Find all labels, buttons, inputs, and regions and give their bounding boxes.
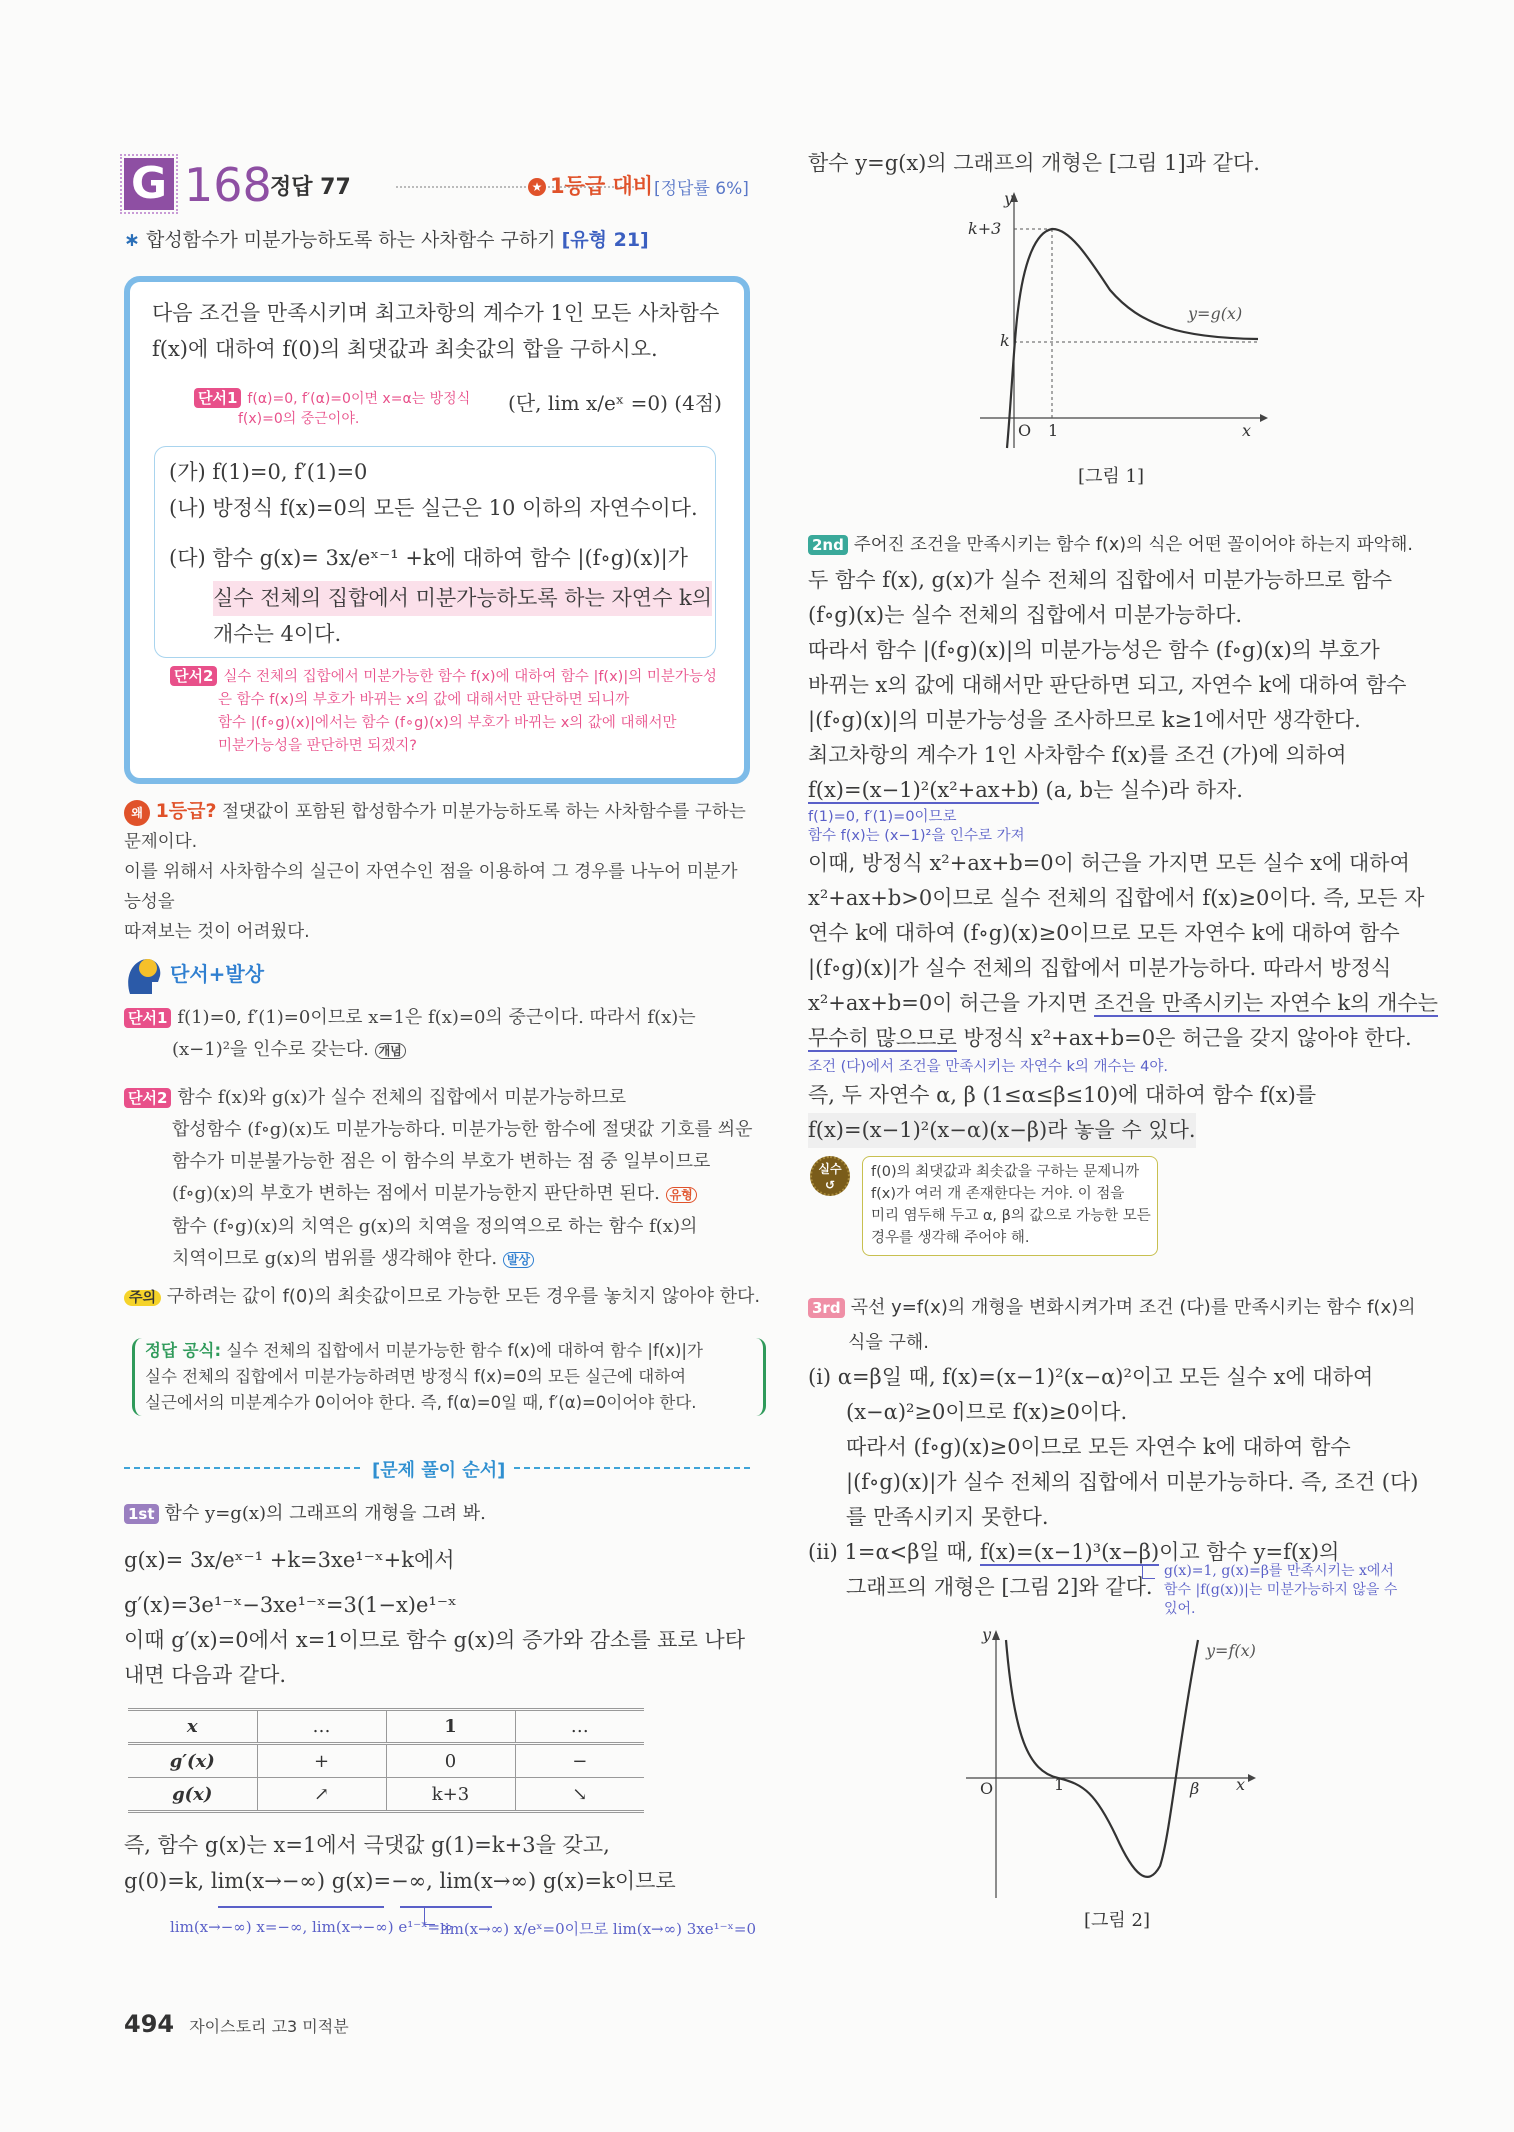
hint2-line-6: 치역이므로 g(x)의 범위를 생각해야 한다. — [172, 1248, 498, 1269]
grade-label: 1등급 대비 — [550, 174, 654, 198]
limit-note-right: lim(x→∞) x/eˣ=0이므로 lim(x→∞) 3xe¹⁻ˣ=0 — [440, 1920, 757, 1938]
hint1-line-1: f(1)=0, f′(1)=0이므로 x=1은 f(x)=0의 중근이다. 따라서 f(x)는 — [177, 1007, 696, 1028]
step2-line-b — [808, 1021, 1438, 1056]
step3 — [808, 1290, 1438, 1605]
step3-title-row — [808, 1290, 1438, 1325]
fig1-caption: [그림 1] — [1078, 466, 1144, 487]
table-header: 1 — [386, 1710, 515, 1744]
why-line-3: 이를 위해서 사차함수의 실근이 자연수인 점을 이용하여 그 경우를 나누어 미분가능성을 — [124, 862, 738, 912]
type-label: [유형 21] — [561, 229, 649, 251]
formula-box — [132, 1338, 766, 1416]
page-number: 494 — [124, 2010, 175, 2038]
fig2-tick-beta: β — [1190, 1779, 1200, 1798]
step2 — [808, 528, 1438, 1148]
why-line-1: 절댓값이 포함된 합성함수가 미분가능하도록 하는 사차함수를 구하는 — [222, 802, 746, 822]
step1-line-3: 이때 g′(x)=0에서 x=1이므로 함수 g(x)의 증가와 감소를 표로 나타 — [124, 1628, 745, 1652]
step2-line: 두 함수 f(x), g(x)가 실수 전체의 집합에서 미분가능하므로 함수 — [808, 568, 1393, 592]
case1-line: (i) α=β일 때, f(x)=(x−1)²(x−α)²이고 모든 실수 x에 대하여 — [808, 1365, 1374, 1389]
line-a-underlined: 조건을 만족시키는 자연수 k의 개수는 — [1094, 991, 1438, 1015]
clue2-note — [170, 666, 717, 758]
table-row — [128, 1778, 644, 1812]
why-line-4: 따져보는 것이 어려웠다. — [124, 922, 310, 942]
order-title: [문제 풀이 순서] — [364, 1456, 513, 1482]
hint1-tag: 단서1 — [124, 1008, 171, 1028]
table-header: … — [570, 1716, 589, 1737]
problem-line-1: 다음 조건을 만족시키며 최고차항의 계수가 1인 모든 사차함수 — [152, 301, 720, 325]
fig2-y-label: y — [982, 1625, 992, 1644]
line-b-underlined: 무수히 많으므로 — [808, 1026, 957, 1050]
type-badge: 유형 — [666, 1187, 697, 1203]
step2-line2: 이때, 방정식 x²+ax+b=0이 허근을 가지면 모든 실수 x에 대하여 — [808, 851, 1410, 875]
step2-title: 주어진 조건을 만족시키는 함수 f(x)의 식은 어떤 꼴이어야 하는지 파악해. — [853, 535, 1413, 555]
book-title: 자이스토리 고3 미적분 — [189, 2017, 349, 2036]
hint1 — [124, 1002, 696, 1067]
fig2-curve-label: y=f(x) — [1206, 1641, 1256, 1660]
case2-pre: (ii) 1=α<β일 때, — [808, 1540, 980, 1564]
answer-label: 정답 77 — [270, 175, 351, 200]
condition-note: (단, lim x/eˣ =0) (4점) — [508, 391, 722, 415]
condition-da-2: 실수 전체의 집합에서 미분가능하도록 하는 자연수 k의 — [213, 581, 712, 616]
step2-formula-tail: (a, b는 실수)라 하자. — [1038, 778, 1243, 802]
step2-line: |(f∘g)(x)|의 미분가능성을 조사하므로 k≥1에서만 생각한다. — [808, 708, 1361, 732]
case2-note-arrow-icon — [1142, 1566, 1155, 1579]
step1-after-2: g(0)=k, lim(x→−∞) g(x)=−∞, lim(x→∞) g(x)=k이므로 — [124, 1869, 676, 1893]
problem-box — [124, 276, 750, 784]
lightbulb-head-icon — [124, 952, 164, 996]
table-cell: g′(x) — [128, 1744, 257, 1778]
footer — [124, 2010, 349, 2038]
formula-line-1: 실수 전체의 집합에서 미분가능한 함수 f(x)에 대하여 함수 |f(x)|가 — [226, 1341, 703, 1360]
step1-line-2: g′(x)=3e¹⁻ˣ−3xe¹⁻ˣ=3(1−x)e¹⁻ˣ — [124, 1593, 457, 1617]
fig2-origin: O — [980, 1779, 994, 1798]
section-badge: G — [124, 158, 174, 210]
table-row — [128, 1744, 644, 1778]
step2-line-a — [808, 986, 1438, 1021]
table-cell: k+3 — [386, 1778, 515, 1812]
fig2-tick-1: 1 — [1054, 1775, 1065, 1794]
conditions-box — [154, 446, 716, 658]
note1-line-2: 함수 f(x)는 (x−1)²을 인수로 가져 — [808, 828, 1025, 844]
clue2-tag: 단서2 — [170, 666, 217, 686]
why-title: 1등급? — [155, 800, 217, 822]
mistake-line: 미리 염두해 두고 α, β의 값으로 가능한 모든 — [871, 1208, 1151, 1224]
mistake-line: 경우를 생각해 주어야 해. — [871, 1230, 1030, 1246]
formula-label: 정답 공식: — [145, 1341, 222, 1360]
clue1-note — [194, 388, 470, 429]
fig1-tick-1: 1 — [1048, 421, 1059, 440]
step2-formula-line — [808, 773, 1438, 808]
step3-title: 곡선 y=f(x)의 개형을 변화시켜가며 조건 (다)를 만족시키는 함수 f(x)의 — [850, 1297, 1416, 1318]
mistake-badge — [810, 1156, 850, 1196]
step2-line3: f(x)=(x−1)²(x−α)(x−β)라 놓을 수 있다. — [808, 1113, 1196, 1148]
mistake-line: f(0)의 최댓값과 최솟값을 구하는 문제니까 — [871, 1164, 1140, 1180]
step2-title-row — [808, 528, 1438, 563]
step2-line: 따라서 함수 |(f∘g)(x)|의 미분가능성은 함수 (f∘g)(x)의 부호가 — [808, 638, 1380, 662]
variation-table — [128, 1708, 644, 1813]
fig1-k-label: k — [1000, 331, 1010, 350]
order-divider — [124, 1456, 750, 1480]
why-line-2: 문제이다. — [124, 832, 198, 852]
clue2-text-4: 미분가능성을 판단하면 되겠지? — [218, 738, 418, 754]
step2-line2: x²+ax+b>0이므로 실수 전체의 집합에서 f(x)≥0이다. 즉, 모든 자 — [808, 886, 1425, 910]
topic-line — [124, 223, 649, 258]
condition-ga: (가) f(1)=0, f′(1)=0 — [169, 460, 368, 484]
limit-note-left: lim(x→−∞) x=−∞, lim(x→−∞) e¹⁻ˣ=∞ — [170, 1918, 453, 1936]
problem-header — [124, 156, 750, 214]
table-cell: ↘ — [572, 1783, 588, 1805]
table-header: … — [257, 1710, 386, 1744]
clue2-text-3: 함수 |(f∘g)(x)|에서는 함수 (f∘g)(x)의 부호가 바뀌는 x의 값에 대해서만 — [218, 715, 677, 731]
hint2-line-1: 함수 f(x)와 g(x)가 실수 전체의 집합에서 미분가능하므로 — [177, 1087, 627, 1108]
line-b-text: 방정식 x²+ax+b=0은 허근을 갖지 않아야 한다. — [956, 1026, 1412, 1050]
step2-line2: |(f∘g)(x)|가 실수 전체의 집합에서 미분가능하다. 따라서 방정식 — [808, 956, 1392, 980]
case2-line-2: 그래프의 개형은 [그림 2]와 같다. — [846, 1575, 1153, 1599]
caution-text: 구하려는 값이 f(0)의 최솟값이므로 가능한 모든 경우를 놓치지 않아야 한다. — [166, 1286, 761, 1307]
case2-note-line: 함수 |f(g(x))|는 미분가능하지 않을 수 — [1164, 1582, 1398, 1598]
step2-line: (f∘g)(x)는 실수 전체의 집합에서 미분가능하다. — [808, 603, 1243, 627]
limit-underline-right — [400, 1906, 492, 1908]
fig2-x-label: x — [1236, 1775, 1246, 1794]
table-cell: − — [572, 1750, 588, 1772]
table-cell: + — [257, 1744, 386, 1778]
clue1-text: f(α)=0, f′(α)=0이면 x=α는 방정식 — [247, 391, 471, 407]
mistake-label: 실수 — [818, 1162, 842, 1176]
note1-line-1: f(1)=0, f′(1)=0이므로 — [808, 809, 957, 825]
hint2-line-3: 함수가 미분불가능한 점은 이 함수의 부호가 변하는 점 중 일부이므로 — [172, 1151, 711, 1172]
line-a-text: x²+ax+b=0이 허근을 가지면 — [808, 991, 1095, 1015]
mistake-line: f(x)가 여러 개 존재한다는 거야. 이 점을 — [871, 1186, 1125, 1202]
caution-line — [124, 1282, 760, 1313]
case2-post: 이고 함수 y=f(x)의 — [1159, 1540, 1340, 1564]
step3-title-2: 식을 구해. — [848, 1332, 929, 1353]
asterisk-icon: ∗ — [124, 229, 140, 251]
condition-da: (다) 함수 g(x)= 3x/eˣ⁻¹ +k에 대하여 함수 |(f∘g)(x)|가 — [169, 546, 688, 570]
hints-title: 단서+발상 — [170, 962, 265, 986]
table-cell: 0 — [386, 1744, 515, 1778]
concept-badge: 개념 — [375, 1043, 406, 1059]
topic-text: 합성함수가 미분가능하도록 하는 사차함수 구하기 — [145, 229, 556, 251]
case1-line: |(f∘g)(x)|가 실수 전체의 집합에서 미분가능하다. 즉, 조건 (다) — [846, 1470, 1419, 1494]
step1-tag: 1st — [124, 1504, 159, 1524]
clue1-text-2: f(x)=0의 중근이야. — [238, 411, 360, 427]
step1-title-row — [124, 1496, 754, 1531]
step1 — [124, 1496, 754, 1693]
case2-formula: f(x)=(x−1)³(x−β) — [979, 1540, 1160, 1564]
case2-note-line: g(x)=1, g(x)=β를 만족시키는 x에서 — [1164, 1563, 1394, 1579]
step2-line: 최고차항의 계수가 1인 사차함수 f(x)를 조건 (가)에 의하여 — [808, 743, 1347, 767]
case1-line: (x−α)²≥0이므로 f(x)≥0이다. — [846, 1400, 1128, 1424]
hint2-tag: 단서2 — [124, 1088, 171, 1108]
case1-line: 를 만족시키지 못한다. — [846, 1505, 1049, 1529]
fig1-origin: O — [1018, 421, 1032, 440]
step3-tag: 3rd — [808, 1298, 845, 1318]
hint2 — [124, 1082, 753, 1276]
formula-line-3: 실근에서의 미분계수가 0이어야 한다. 즉, f(α)=0일 때, f′(α)=0이어야 한다. — [145, 1393, 697, 1412]
fig1-y-label: y — [1004, 189, 1014, 208]
y-axis-arrow-icon — [992, 1630, 1000, 1640]
table-cell: ↗ — [257, 1778, 386, 1812]
hint2-line-4: (f∘g)(x)의 부호가 변하는 점에서 미분가능한지 판단하면 된다. — [172, 1183, 660, 1204]
fig1-x-label: x — [1242, 421, 1252, 440]
hint2-line-5: 함수 (f∘g)(x)의 치역은 g(x)의 치역을 정의역으로 하는 함수 f(x)의 — [172, 1216, 698, 1237]
x-axis-arrow-icon — [1248, 1774, 1256, 1782]
caution-badge: 주의 — [124, 1290, 161, 1306]
fig1-curve-label: y=g(x) — [1188, 304, 1243, 323]
hint1-line-2: (x−1)²을 인수로 갖는다. — [172, 1039, 369, 1060]
return-arrow-icon: ↺ — [824, 1178, 836, 1192]
x-axis-arrow-icon — [1260, 414, 1268, 422]
limit-underline-left — [218, 1906, 384, 1908]
step2-note1 — [808, 808, 1438, 846]
correct-rate: [정답률 6%] — [654, 179, 749, 199]
step2-line: 바뀌는 x의 값에 대해서만 판단하면 되고, 자연수 k에 대하여 함수 — [808, 673, 1407, 697]
figure-2-graph — [966, 1626, 1266, 1906]
why-icon: 왜 — [124, 800, 150, 826]
step1-line-4: 내면 다음과 같다. — [124, 1663, 287, 1687]
table-cell: g(x) — [128, 1778, 257, 1812]
problem-number: 168 — [184, 158, 272, 212]
fig2-caption: [그림 2] — [1084, 1910, 1150, 1931]
hint2-line-2: 합성함수 (f∘g)(x)도 미분가능하다. 미분가능한 함수에 절댓값 기호를 씌운 — [172, 1119, 753, 1140]
clue2-text-2: 은 함수 f(x)의 부호가 바뀌는 x의 값에 대해서만 판단하면 되니까 — [218, 692, 630, 708]
case1-line: 따라서 (f∘g)(x)≥0이므로 모든 자연수 k에 대하여 함수 — [846, 1435, 1351, 1459]
case2-note-line: 있어. — [1164, 1601, 1196, 1617]
step2-line2: 연수 k에 대하여 (f∘g)(x)≥0이므로 모든 자연수 k에 대하여 함수 — [808, 921, 1400, 945]
arrow-icon — [424, 1908, 435, 1925]
step1-line-1: g(x)= 3x/eˣ⁻¹ +k=3xe¹⁻ˣ+k에서 — [124, 1548, 455, 1572]
star-icon: ★ — [528, 178, 546, 196]
idea-badge: 발상 — [503, 1252, 534, 1268]
step2-line3: 즉, 두 자연수 α, β (1≤α≤β≤10)에 대하여 함수 f(x)를 — [808, 1083, 1317, 1107]
clue2-text-1: 실수 전체의 집합에서 미분가능한 함수 f(x)에 대하여 함수 |f(x)|의 미분가능성 — [223, 669, 717, 685]
formula-line-2: 실수 전체의 집합에서 미분가능하려면 방정식 f(x)=0의 모든 실근에 대하여 — [145, 1367, 687, 1386]
mistake-bubble — [862, 1156, 1158, 1256]
case2-note — [1164, 1562, 1397, 1619]
step1-title: 함수 y=g(x)의 그래프의 개형을 그려 봐. — [164, 1503, 486, 1524]
step2-formula: f(x)=(x−1)²(x²+ax+b) — [808, 778, 1039, 802]
clue1-tag: 단서1 — [194, 388, 241, 408]
problem-line-2: f(x)에 대하여 f(0)의 최댓값과 최솟값의 합을 구하시오. — [152, 337, 658, 361]
fig1-top-label: k+3 — [968, 219, 1002, 238]
condition-da-3: 개수는 4이다. — [213, 622, 342, 646]
f-curve — [1006, 1640, 1198, 1877]
fig1-intro: 함수 y=g(x)의 그래프의 개형은 [그림 1]과 같다. — [808, 151, 1260, 175]
condition-na: (나) 방정식 f(x)=0의 모든 실근은 10 이하의 자연수이다. — [169, 496, 698, 520]
g-curve — [1007, 229, 1258, 448]
table-header: x — [128, 1710, 257, 1744]
step2-note2: 조건 (다)에서 조건을 만족시키는 자연수 k의 개수는 4야. — [808, 1059, 1168, 1075]
why-section — [124, 796, 754, 947]
step2-tag: 2nd — [808, 535, 848, 555]
step1-after-1: 즉, 함수 g(x)는 x=1에서 극댓값 g(1)=k+3을 갖고, — [124, 1833, 610, 1857]
